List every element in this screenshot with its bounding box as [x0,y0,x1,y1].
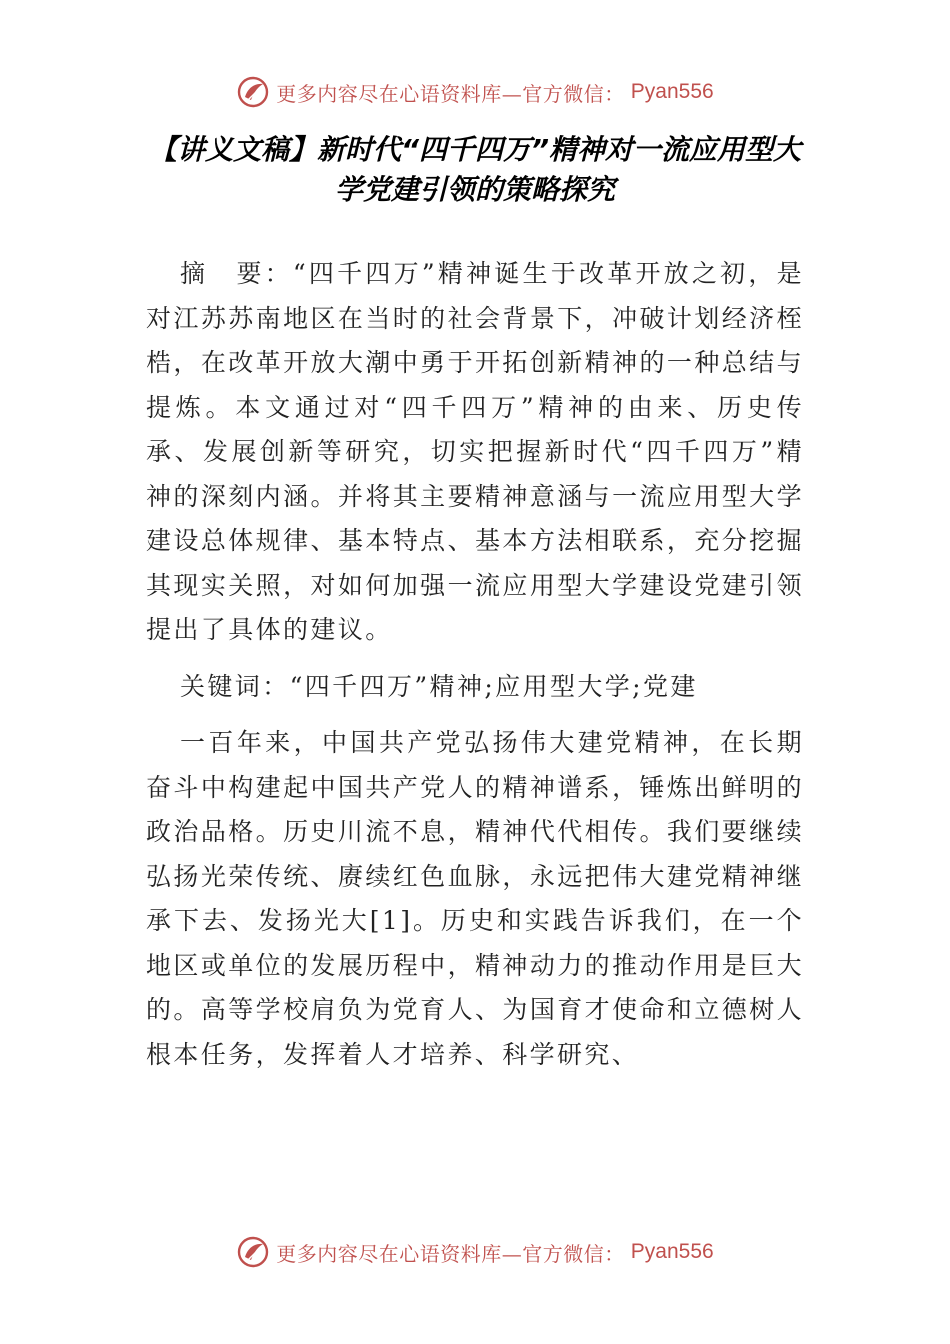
document-title [120,130,830,210]
body-paragraph: 一百年来，中国共产党弘扬伟大建党精神，在长期奋斗中构建起中国共产党人的精神谱系，锤炼出鲜明的政治品格。历史川流不息，精神代代相传。我们要继续弘扬光荣传统、赓续红色血脉，永远把伟大建党精神继承下去、发扬光大[1]。历史和实践告诉我们，在一个地区或单位的发展历程中，精神动力的推动作用是巨大的。高等学校肩负为党育人、为国育才使命和立德树人根本任务，发挥着人才培养、科学研究、 [146,728,804,1069]
header-banner [0,72,950,112]
keywords-paragraph: 关键词：“四千四万”精神;应用型大学;党建 [180,671,698,701]
title-line-2: 学党建引领的策略探究 [334,173,615,206]
footer-contact: Pyan556 [630,1240,714,1263]
brand-logo-icon [236,1235,270,1269]
document-body [146,252,804,1077]
footer-slogan: 更多内容尽在心语资料库—官方微信： [276,1241,625,1266]
title-line-1: 【讲义文稿】新时代“四千四万”精神对一流应用型大 [148,133,802,166]
abstract-paragraph: 摘 要：“四千四万”精神诞生于改革开放之初，是对江苏苏南地区在当时的社会背景下，冲破计划经济桎梏，在改革开放大潮中勇于开拓创新精神的一种总结与提炼。本文通过对“四千四万”精神的由来、历史传承、发展创新等研究，切实把握新时代“四千四万”精神的深刻内涵。并将其主要精神意涵与一流应用型大学建设总体规律、基本特点、基本方法相联系，充分挖掘其现实关照，对如何加强一流应用型大学建设党建引领提出了具体的建议。 [146,259,804,644]
header-contact: Pyan556 [630,80,714,103]
header-slogan: 更多内容尽在心语资料库—官方微信： [276,81,625,106]
footer-banner [0,1232,950,1272]
brand-logo-icon [236,75,270,109]
